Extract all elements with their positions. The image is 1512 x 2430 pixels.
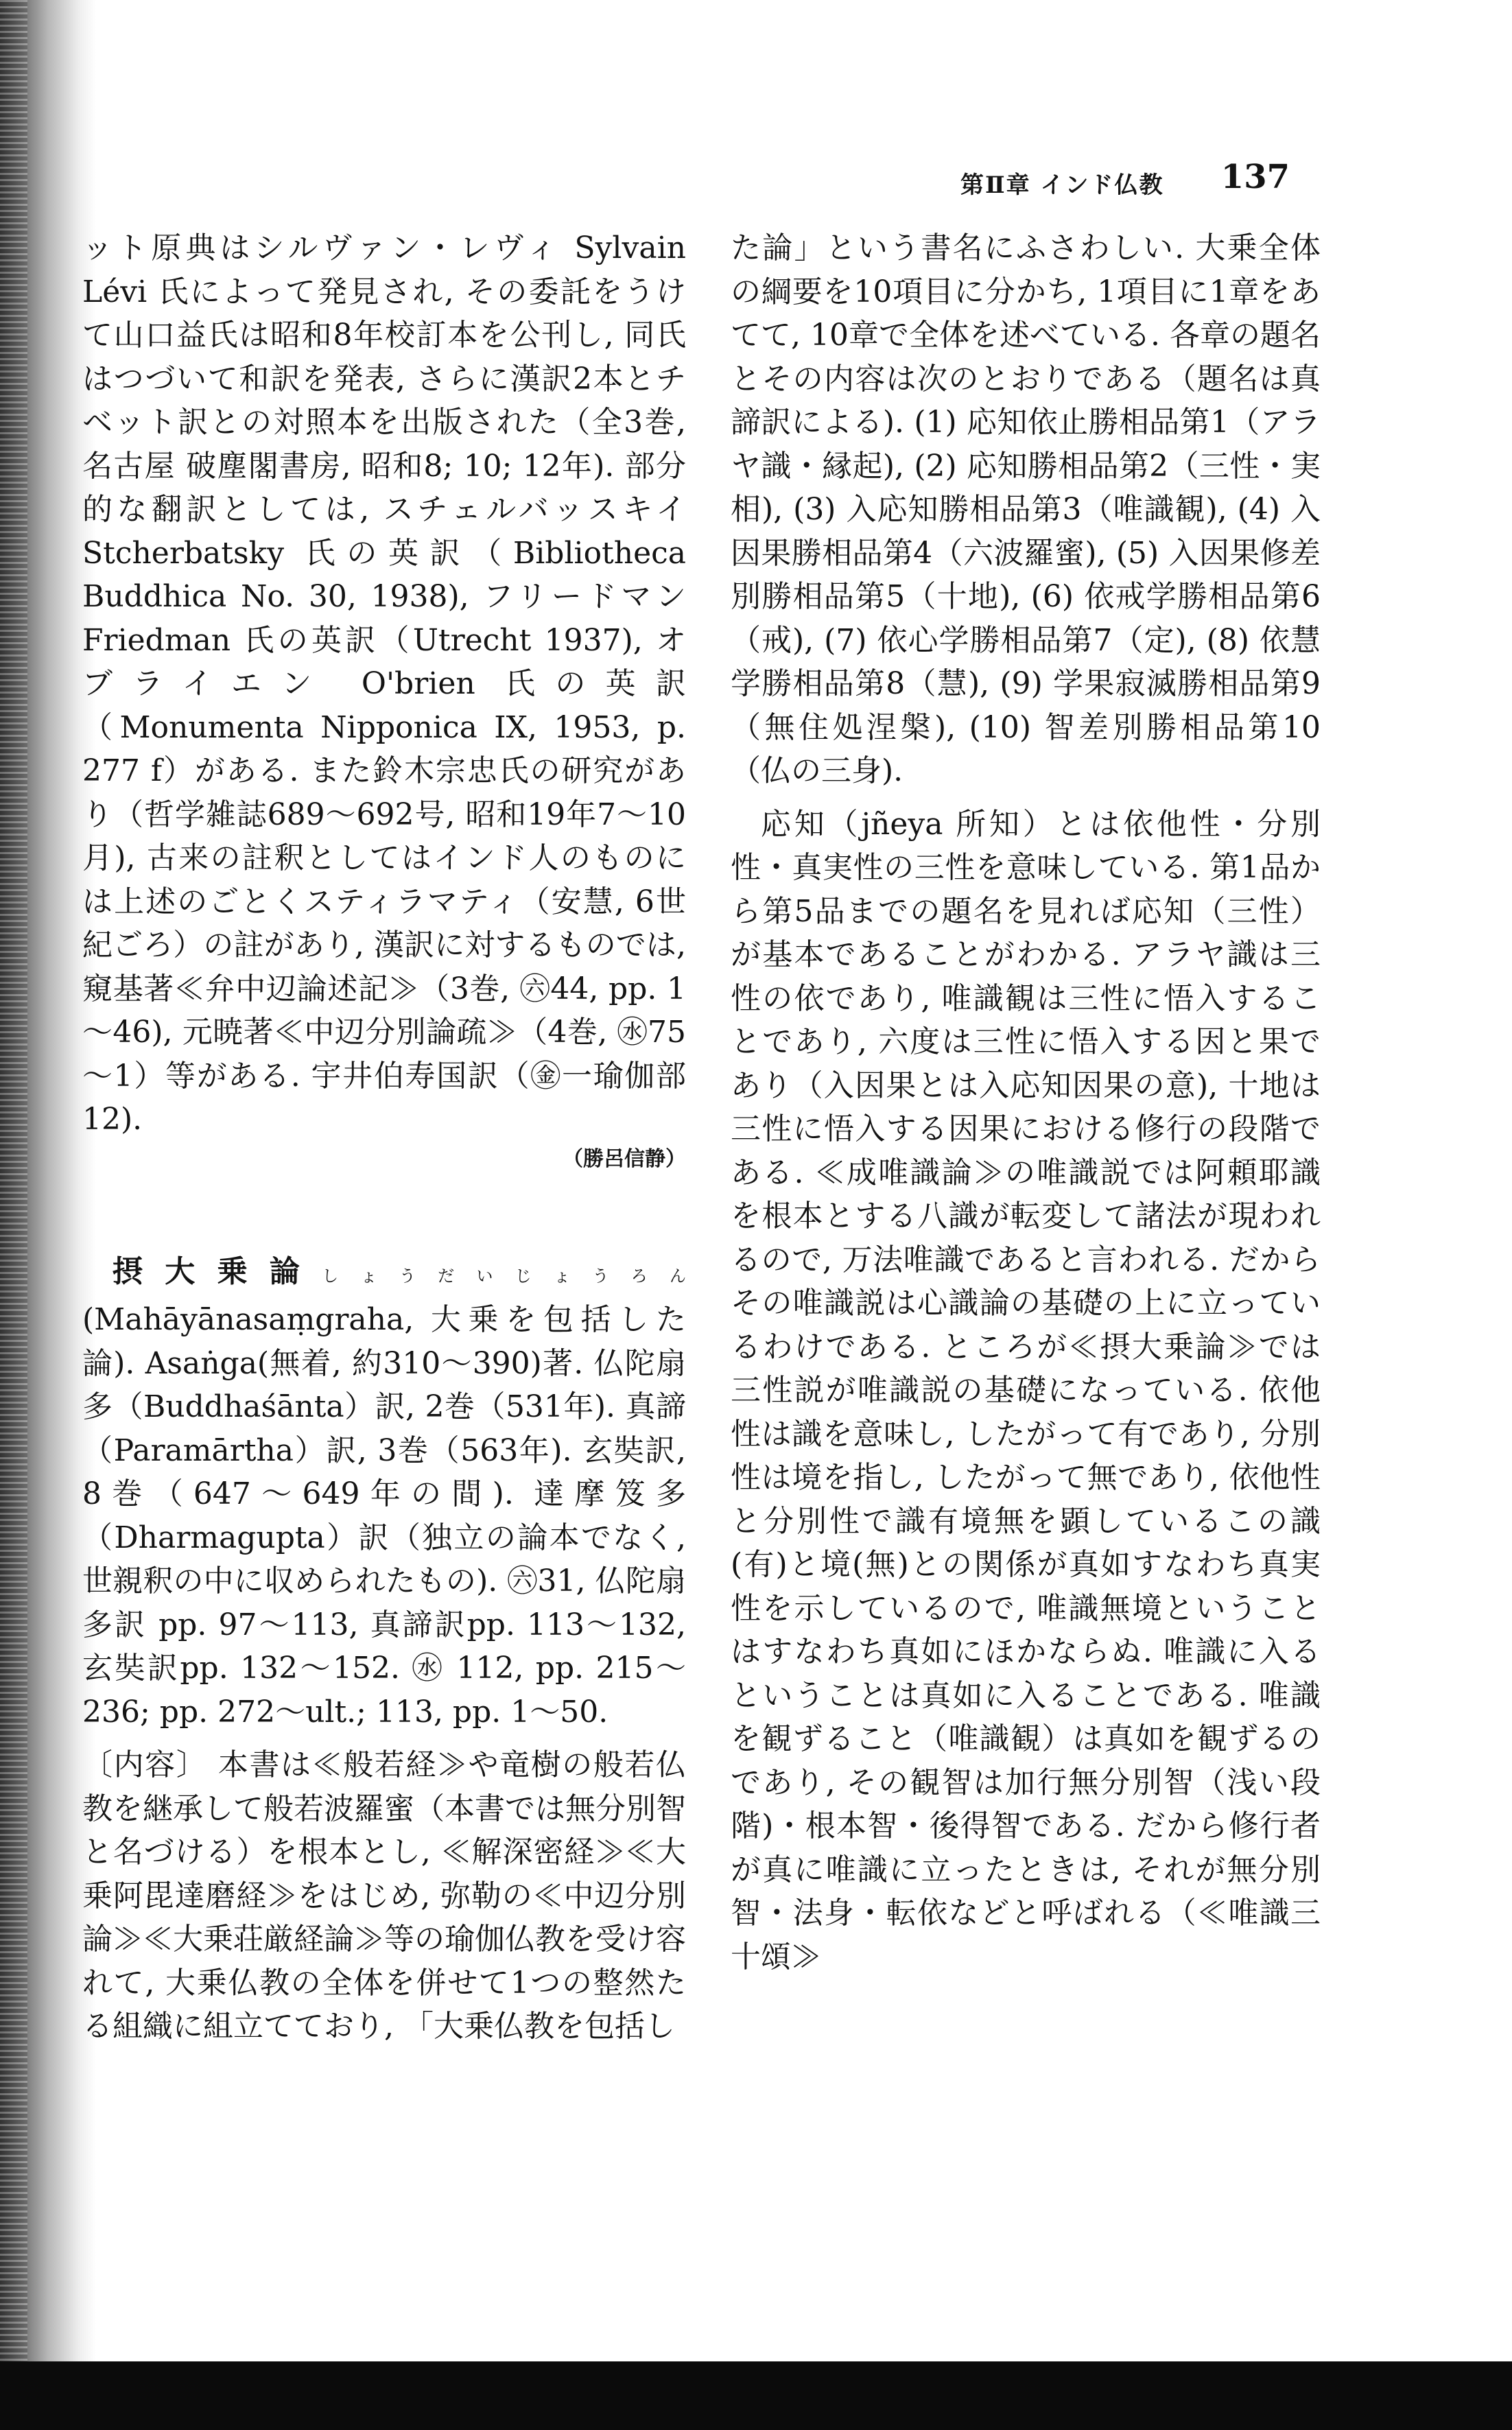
page-number: 137 [1220,158,1290,196]
entry-intro-paragraph [82,1250,686,1734]
right-column [731,226,1321,1979]
entry-intro-text: (Mahāyānasaṃgraha, 大乗を包括した論). Asaṅga(無着, 約310～390)著. 仏陀扇多（Buddhaśānta）訳, 2巻（531年). 真諦（Paramārtha）訳, 3巻（563年). 玄奘訳, 8巻（647～649年の間). 達摩笈多（Dharmagupta）訳（独立の論本でなく, 世親釈の中に収められたもの). ㊅31, 仏陀扇多訳 pp. 97～113, 真諦訳pp. 113～132, 玄奘訳pp. 132～152. ㊌ 112, pp. 215～236; pp. 272～ult.; 113, pp. 1～50. [82,1302,686,1730]
dictionary-entry [82,1250,686,2049]
right-paragraph-2: 応知（jñeya 所知）とは依他性・分別性・真実性の三性を意味している. 第1品から第5品までの題名を見れば応知（三性）が基本であることがわかる. アラヤ識は三性の依であり, 唯識観は三性に悟入することであり, 六度は三性に悟入する因と果であり（入因果とは入応知因果の意), 十地は三性に悟入する因果における修行の段階である. ≪成唯識論≫の唯識説では阿頼耶識を根本とする八識が転変して諸法が現われるので, 万法唯識であると言われる. だからその唯識説は心識論の基礎の上に立っているわけである. ところが≪摂大乗論≫では三性説が唯識説の基礎になっている. 依他性は識を意味し, したがって有であり, 分別性は境を指し, したがって無であり, 依他性と分別性で識有境無を顕しているこの識(有)と境(無)との関係が真如すなわち真実性を示しているので, 唯識無境ということはすなわち真如にほかならぬ. 唯識に入るということは真如に入ることである. 唯識を観ずること（唯識観）は真如を観ずるのであり, その観智は加行無分別智（浅い段階)・根本智・後得智である. だから修行者が真に唯識に立ったときは, それが無分別智・法身・転依などと呼ばれる（≪唯識三十頌≫ [731,806,1321,1974]
page-header [933,158,1290,199]
left-column [82,226,686,2049]
scan-gutter-texture [0,0,27,2430]
entry-reading: しょうだいじょうろん [322,1266,687,1286]
scan-bottom-border [0,2361,1512,2430]
content-paragraph: 〔内容〕 本書は≪般若経≫や竜樹の般若仏教を継承して般若波羅蜜（本書では無分別智と名づける）を根本とし, ≪解深密経≫≪大乗阿毘達磨経≫をはじめ, 弥勒の≪中辺分別論≫≪大乗荘厳経論≫等の瑜伽仏教を受け容れて, 大乗仏教の全体を併せて1つの整然たる組織に組立てており, 「大乗仏教を包括し [82,1747,686,2044]
left-paragraph-1: ット原典はシルヴァン・レヴィ Sylvain Lévi 氏によって発見され, その委託をうけて山口益氏は昭和8年校訂本を公刊し, 同氏はつづいて和訳を発表, さらに漢訳2本とチベット訳との対照本を出版された（全3巻, 名古屋 破塵閣書房, 昭和8; 10; 12年). 部分的な翻訳としては, スチェルバッスキイ Stcherbatsky 氏の英訳（Bibliotheca Buddhica No. 30, 1938), フリードマン Friedman 氏の英訳（Utrecht 1937), オブライエン O'brien 氏の英訳（Monumenta Nipponica IX, 1953, p. 277 f）がある. また鈴木宗忠氏の研究があり（哲学雑誌689～692号, 昭和19年7～10月), 古来の註釈としてはインド人のものには上述のごとくスティラマティ（安慧, 6世紀ごろ）の註があり, 漢訳に対するものでは, 窺基著≪弁中辺論述記≫（3巻, ㊅44, pp. 1～46), 元暁著≪中辺分別論疏≫（4巻, ㊌75～1）等がある. 宇井伯寿国訳（㊎一瑜伽部12). [82,231,686,1137]
running-head: 第Ⅱ章 インド仏教 [960,172,1164,199]
entry-headword: 摂大乗論 [113,1253,322,1289]
author-signature: （勝呂信静） [563,1146,686,1171]
right-paragraph-1: た論」という書名にふさわしい. 大乗全体の綱要を10項目に分かち, 1項目に1章をあてて, 10章で全体を述べている. 各章の題名とその内容は次のとおりである（題名は真諦訳による). (1) 応知依止勝相品第1（アラヤ識・縁起), (2) 応知勝相品第2（三性・実相), (3) 入応知勝相品第3（唯識観), (4) 入因果勝相品第4（六波羅蜜), (5) 入因果修差別勝相品第5（十地), (6) 依戒学勝相品第6（戒), (7) 依心学勝相品第7（定), (8) 依慧学勝相品第8（慧), (9) 学果寂滅勝相品第9（無住処涅槃), (10) 智差別勝相品第10（仏の三身). [731,231,1321,788]
